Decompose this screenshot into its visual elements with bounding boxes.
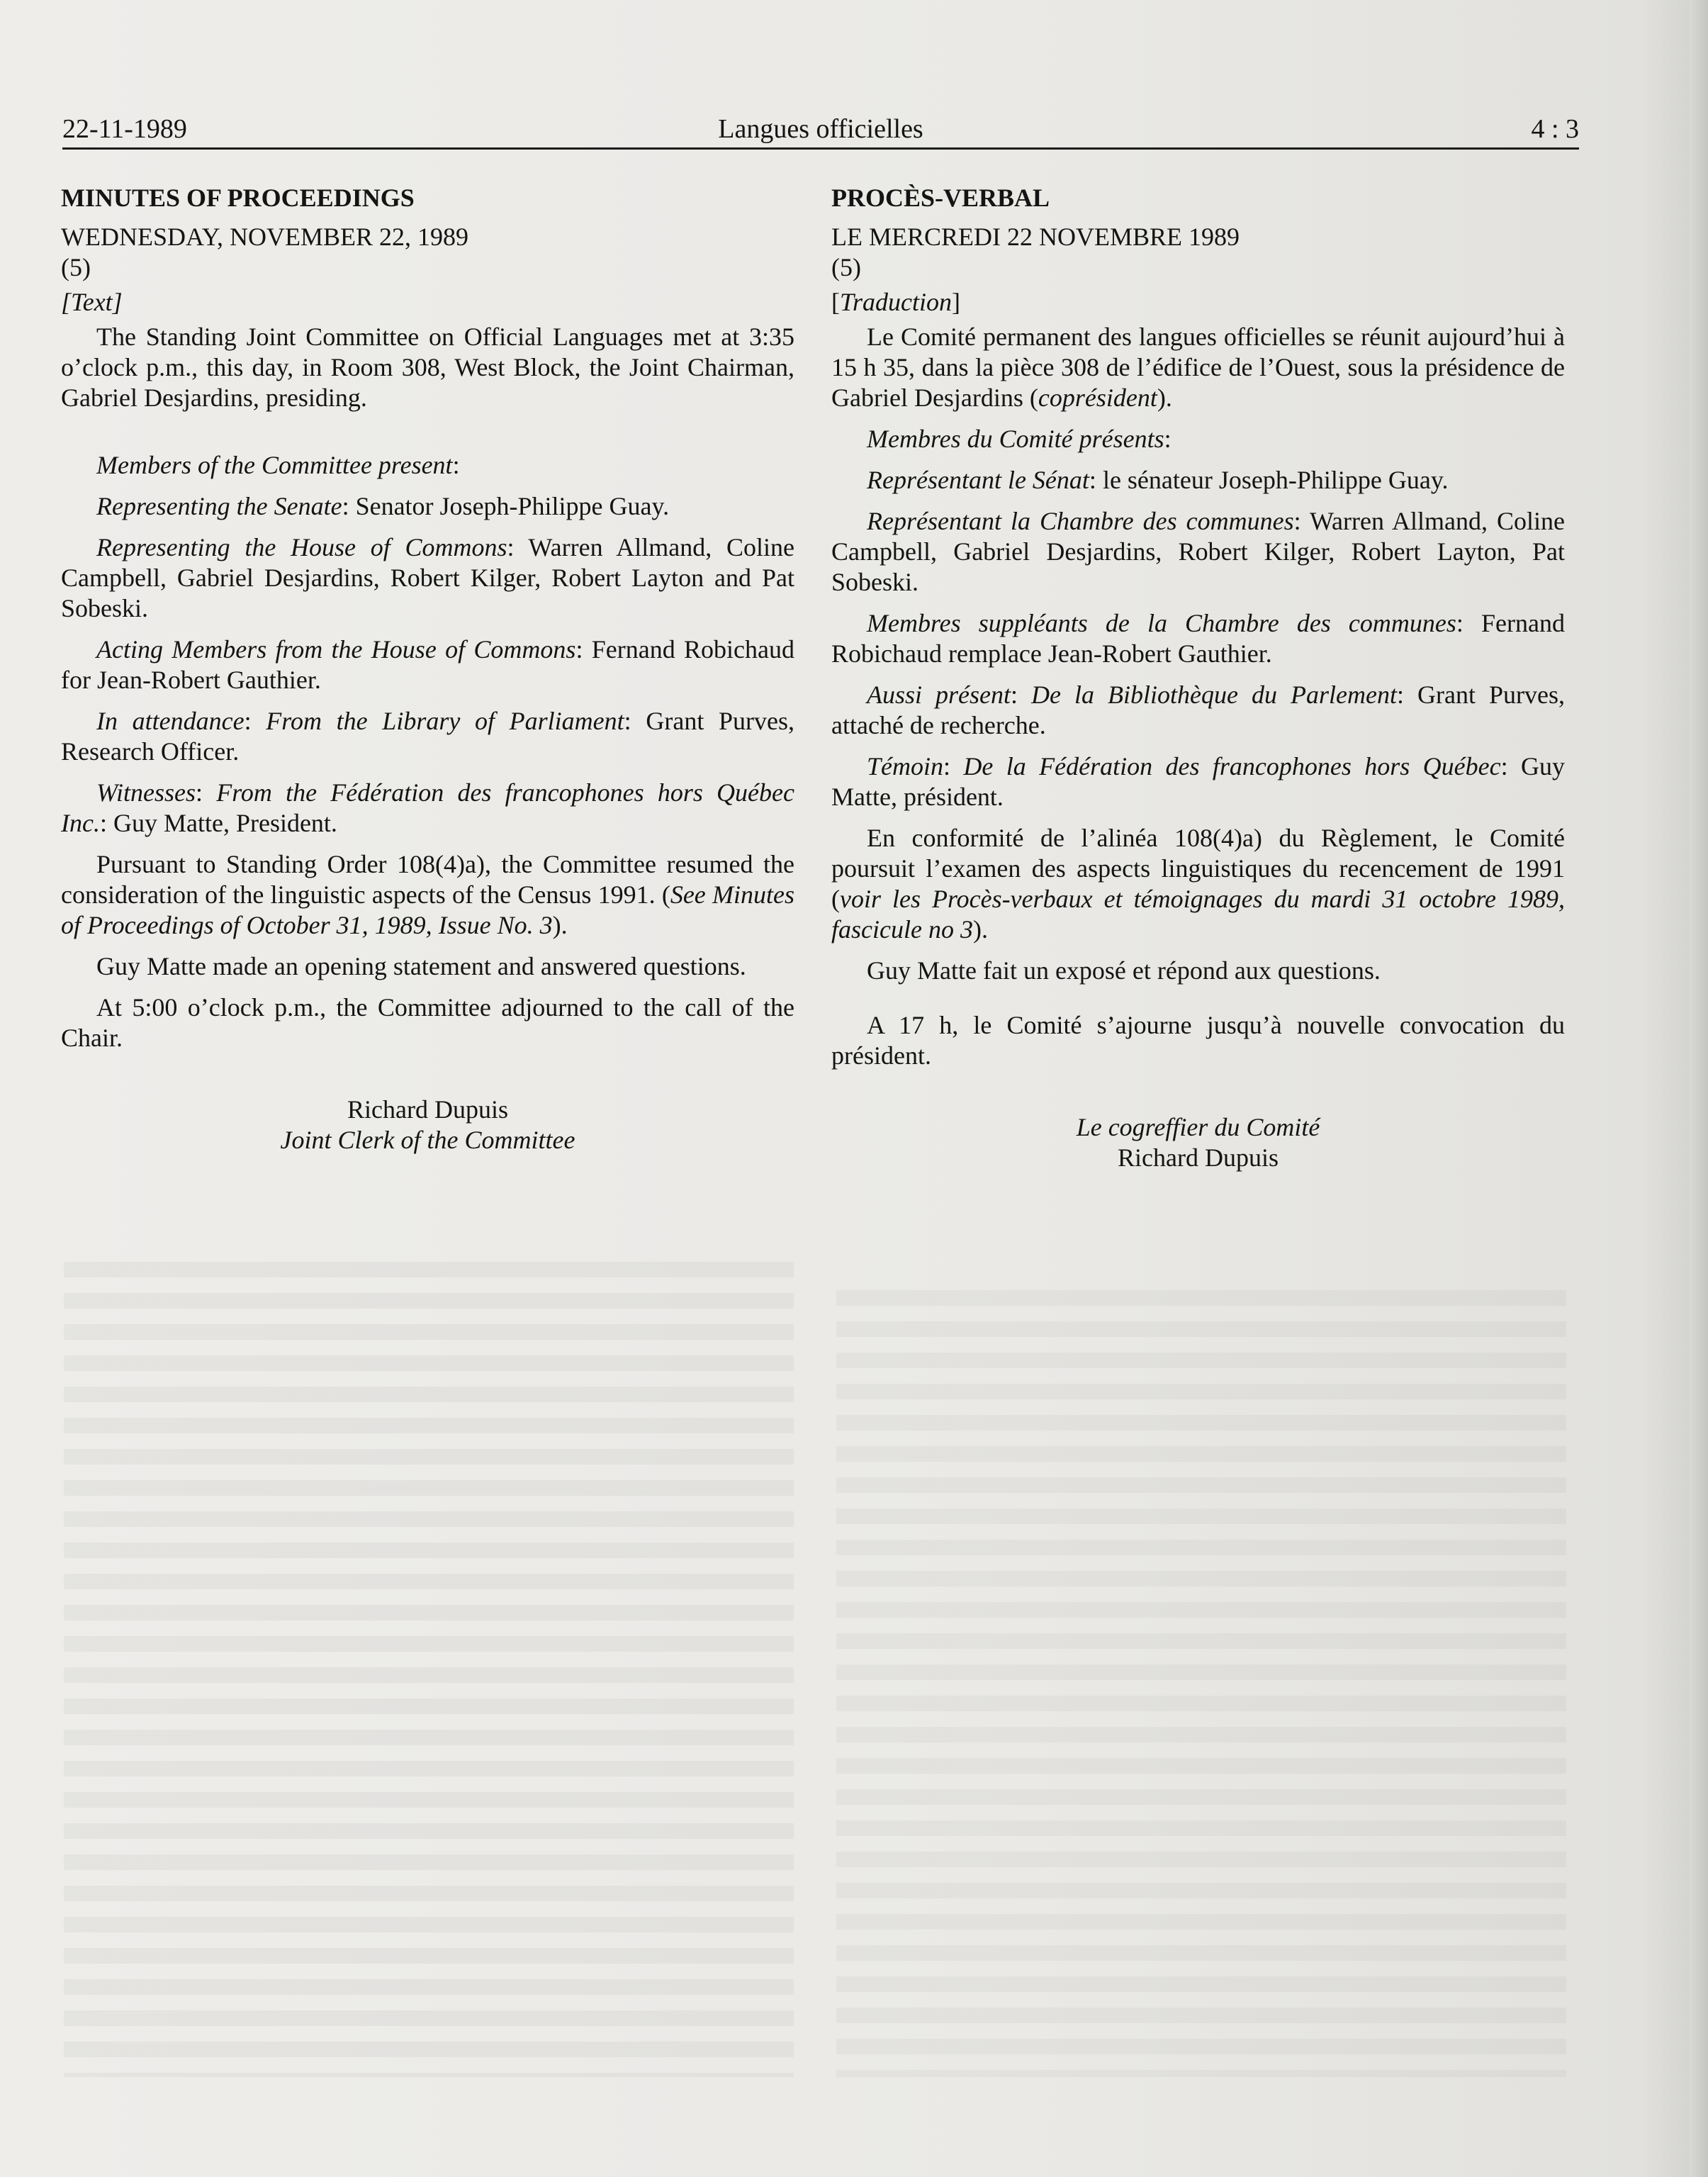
french-members-present-label: Membres du Comité présents — [867, 425, 1164, 453]
english-signature-block — [61, 1095, 794, 1155]
french-commons-text: Warren Allmand, Coline Campbell, Gabriel Desjardins, Robert Kilger, Robert Layton, Pat Sobeski. — [831, 507, 1565, 596]
english-attendance: In attendance: From the Library of Parliament: Grant Purves, Research Officer. — [61, 707, 794, 766]
header-date: 22-11-1989 — [62, 114, 187, 144]
french-members-present: Membres du Comité présents: — [867, 425, 1172, 453]
french-attendance-from: De la Bibliothèque du Parlement — [1031, 681, 1397, 709]
english-pursuant-text: Pursuant to Standing Order 108(4)a), the Committee resumed the consideration of the linguistic aspects of the Census 1991. ( — [61, 850, 794, 909]
french-opening-role: coprésident — [1038, 384, 1157, 412]
english-sitting-number: (5) — [61, 253, 91, 281]
french-pursuant-end: ). — [972, 915, 988, 944]
english-pursuant-reference: See Minutes of Proceedings of October 31, 1989, Issue No. 3 — [61, 880, 794, 939]
french-signature-name: Richard Dupuis — [1118, 1143, 1279, 1172]
french-acting-label: Membres suppléants de la Chambre des communes — [867, 609, 1456, 637]
running-header — [62, 112, 1579, 147]
french-witness-label: Témoin — [867, 752, 943, 780]
french-sitting-number: (5) — [831, 253, 861, 281]
french-opening-end: ). — [1157, 384, 1172, 412]
french-text-tag-label: Traduction — [840, 288, 953, 316]
french-signature-block — [831, 1112, 1565, 1173]
english-pursuant-paragraph — [61, 849, 794, 941]
french-senate-label: Représentant le Sénat — [867, 466, 1089, 494]
french-attendance-label: Aussi présent — [867, 681, 1011, 709]
english-senate-text: Senator Joseph-Philippe Guay. — [349, 492, 670, 520]
french-pursuant-paragraph — [831, 823, 1565, 945]
english-opening-paragraph: The Standing Joint Committee on Official Languages met at 3:35 o’clock p.m., this day, in Room 308, West Block, the Joint Chairman, Gabriel Desjardins, presiding. — [61, 323, 794, 412]
french-witnesses: Témoin: De la Fédération des francophones hors Québec: Guy Matte, président. — [831, 752, 1565, 811]
english-text-tag: [Text] — [61, 288, 123, 316]
english-acting-label: Acting Members from the House of Commons — [96, 635, 576, 664]
french-commons-label: Représentant la Chambre des communes — [867, 507, 1294, 535]
english-commons-label: Representing the House of Commons — [96, 533, 507, 561]
french-attendance-text: Grant Purves, attaché de recherche. — [831, 681, 1565, 739]
english-witness-from: From the Fédération des francophones hors Québec Inc. — [61, 778, 794, 837]
french-senate-text: le sénateur Joseph-Philippe Guay. — [1096, 466, 1449, 494]
french-acting-members: Membres suppléants de la Chambre des communes: Fernand Robichaud remplace Jean-Robert Gauthier. — [831, 609, 1566, 668]
english-commons-text: Warren Allmand, Coline Campbell, Gabriel Desjardins, Robert Kilger, Robert Layton and Pat Sobeski. — [61, 533, 794, 622]
french-text-tag: [Traduction] — [831, 288, 961, 316]
english-members-present: Members of the Committee present: — [96, 451, 460, 479]
english-attendance-label: In attendance — [96, 707, 245, 735]
french-commons-members: Représentant la Chambre des communes: Warren Allmand, Coline Campbell, Gabriel Desjardins, Robert Kilger, Robert Layton, Pat Sobeski. — [831, 507, 1565, 596]
english-column — [61, 183, 794, 1155]
english-senate-label: Representing the Senate — [96, 492, 342, 520]
english-witness-text: Guy Matte, President. — [106, 809, 337, 837]
english-pursuant-end: ). — [552, 911, 568, 939]
french-opening-paragraph — [831, 322, 1565, 413]
english-statement-paragraph: Guy Matte made an opening statement and answered questions. — [96, 952, 746, 980]
french-acting-text: Fernand Robichaud remplace Jean-Robert Gauthier. — [831, 609, 1566, 668]
english-heading: MINUTES OF PROCEEDINGS — [61, 184, 415, 212]
english-date: WEDNESDAY, NOVEMBER 22, 1989 — [61, 223, 469, 251]
english-acting-members: Acting Members from the House of Commons: Fernand Robichaud for Jean-Robert Gauthier. — [61, 635, 794, 694]
header-rule — [62, 147, 1579, 150]
english-attendance-text: Grant Purves, Research Officer. — [61, 707, 794, 766]
french-attendance: Aussi présent: De la Bibliothèque du Parlement: Grant Purves, attaché de recherche. — [831, 681, 1565, 739]
french-pursuant-text: En conformité de l’alinéa 108(4)a) du Règlement, le Comité poursuit l’examen des aspects linguistiques du recencement de 1991 ( — [831, 824, 1565, 913]
french-date: LE MERCREDI 22 NOVEMBRE 1989 — [831, 223, 1240, 251]
french-senate-members: Représentant le Sénat: le sénateur Joseph-Philippe Guay. — [867, 466, 1449, 494]
english-senate-members: Representing the Senate: Senator Joseph-Philippe Guay. — [96, 492, 670, 520]
french-statement-paragraph: Guy Matte fait un exposé et répond aux questions. — [867, 956, 1381, 985]
french-witness-text: Guy Matte, président. — [831, 752, 1565, 811]
french-witness-from: De la Fédération des francophones hors Québec — [963, 752, 1501, 780]
english-witnesses: Witnesses: From the Fédération des francophones hors Québec Inc.: Guy Matte, President. — [61, 778, 794, 837]
english-signature-title: Joint Clerk of the Committee — [280, 1126, 575, 1154]
page-edge-shadow — [1690, 0, 1708, 2177]
french-signature-title: Le cogreffier du Comité — [1076, 1113, 1320, 1141]
english-signature-name: Richard Dupuis — [347, 1095, 508, 1124]
english-commons-members: Representing the House of Commons: Warren Allmand, Coline Campbell, Gabriel Desjardins, Robert Kilger, Robert Layton and Pat Sobeski. — [61, 533, 794, 622]
english-members-present-label: Members of the Committee present — [96, 451, 453, 479]
english-acting-text: Fernand Robichaud for Jean-Robert Gauthier. — [61, 635, 794, 694]
english-witness-label: Witnesses — [96, 778, 196, 807]
english-adjourn-paragraph: At 5:00 o’clock p.m., the Committee adjourned to the call of the Chair. — [61, 993, 794, 1052]
header-title: Langues officielles — [718, 114, 923, 144]
french-pursuant-reference: voir les Procès-verbaux et témoignages du mardi 31 octobre 1989, fascicule no 3 — [831, 885, 1565, 944]
french-opening-text: Le Comité permanent des langues officielles se réunit aujourd’hui à 15 h 35, dans la pièce 308 de l’édifice de l’Ouest, sous la présidence de Gabriel Desjardins ( — [831, 323, 1565, 412]
french-adjourn-paragraph: A 17 h, le Comité s’ajourne jusqu’à nouvelle convocation du président. — [831, 1011, 1565, 1070]
french-column — [831, 183, 1565, 1173]
french-heading: PROCÈS-VERBAL — [831, 184, 1050, 212]
english-attendance-from: From the Library of Parliament — [266, 707, 624, 735]
header-page-number: 4 : 3 — [1531, 114, 1579, 144]
